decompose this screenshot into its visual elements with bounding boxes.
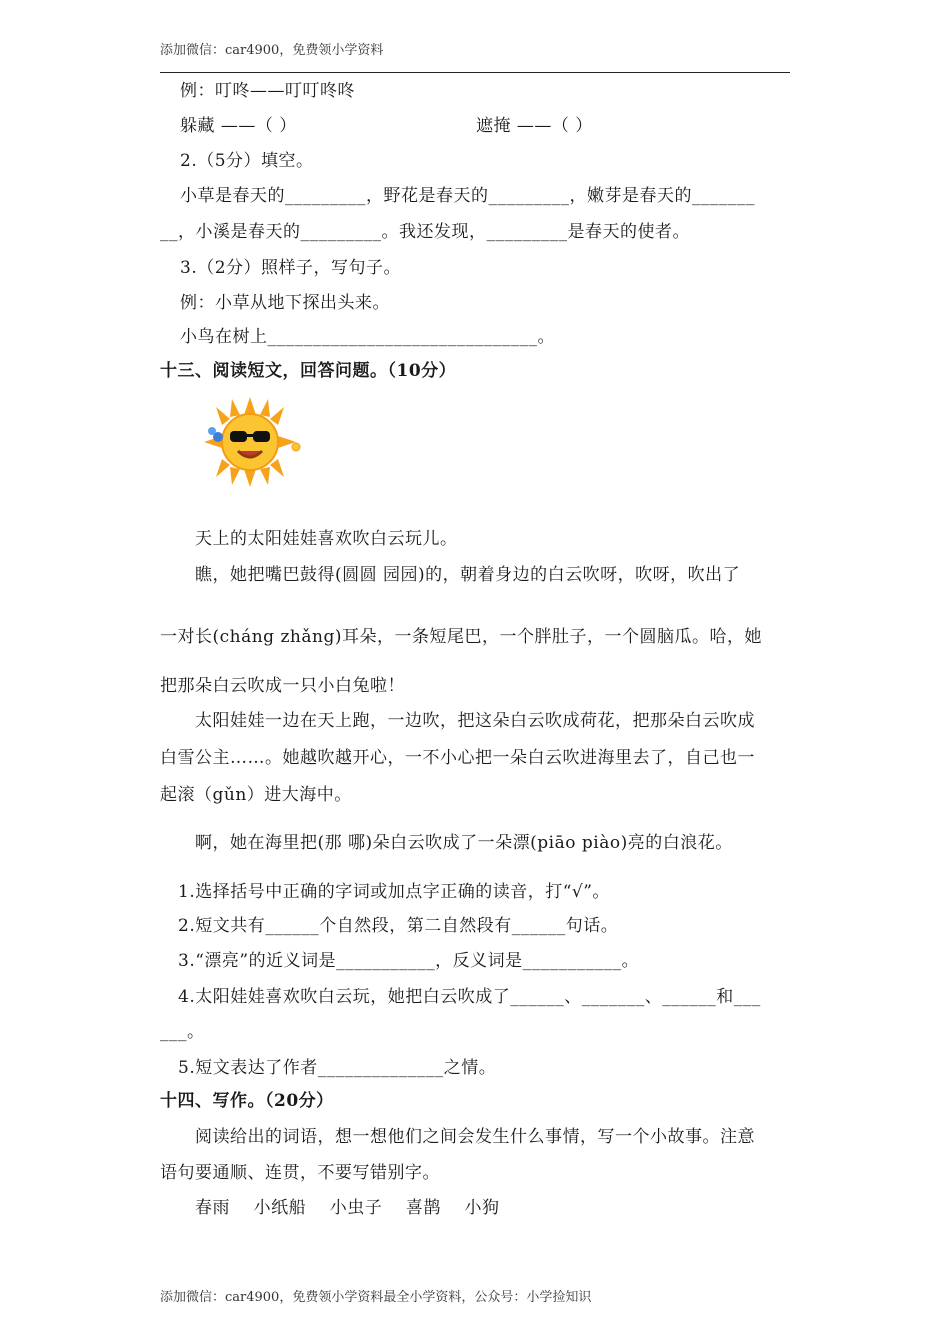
fill-pair-a: 躲藏 ——（ ） [180,116,297,136]
paragraph-2-line-1: 瞧，她把嘴巴鼓得(圆圆 园园)的，朝着身边的白云吹呀，吹呀，吹出了 [195,565,741,585]
fill-pair-b: 遮掩 ——（ ） [476,116,593,136]
question-3-answer-line: 小鸟在树上______________________________。 [180,327,555,347]
reading-question-4-line-2: ___。 [160,1022,205,1042]
writing-keywords: 春雨 小纸船 小虫子 喜鹊 小狗 [195,1198,500,1218]
reading-question-4-line-1: 4.太阳娃娃喜欢吹白云玩，她把白云吹成了______、_______、______和___ [178,987,761,1007]
paragraph-2-line-3: 把那朵白云吹成一只小白兔啦！ [160,676,405,696]
reading-question-5: 5.短文表达了作者______________之情。 [178,1058,497,1078]
question-2-line-2: __，小溪是春天的_________。我还发现，_________是春天的使者。 [160,222,690,242]
section-14-heading: 十四、写作。（20分） [160,1091,334,1111]
reading-question-2: 2.短文共有______个自然段，第二自然段有______句话。 [178,916,619,936]
question-3-example: 例：小草从地下探出头来。 [180,293,390,313]
page-header: 添加微信：car4900，免费领小学资料 [160,43,384,58]
example-line: 例：叮咚——叮叮咚咚 [180,81,355,101]
paragraph-3-line-2: 白雪公主……。她越吹越开心，一不小心把一朵白云吹进海里去了，自己也一 [160,748,755,768]
reading-question-1: 1.选择括号中正确的字词或加点字正确的读音，打“√”。 [178,882,610,902]
question-3-title: 3.（2分）照样子，写句子。 [180,258,402,278]
section-13-heading: 十三、阅读短文，回答问题。（10分） [160,361,457,381]
paragraph-2-line-2: 一对长(cháng zhǎng)耳朵，一条短尾巴，一个胖肚子，一个圆脑瓜。哈，她 [160,627,762,647]
paragraph-3-line-1: 太阳娃娃一边在天上跑，一边吹，把这朵白云吹成荷花，把那朵白云吹成 [195,711,755,731]
header-rule [160,72,790,73]
paragraph-3-line-3: 起滚（gǔn）进大海中。 [160,785,352,805]
question-2-title: 2.（5分）填空。 [180,151,314,171]
reading-question-3: 3.“漂亮”的近义词是___________，反义词是___________。 [178,951,640,971]
writing-prompt-line-2: 语句要通顺、连贯，不要写错别字。 [160,1163,440,1183]
question-2-line-1: 小草是春天的_________，野花是春天的_________，嫩芽是春天的_______ [180,186,755,206]
writing-prompt-line-1: 阅读给出的词语，想一想他们之间会发生什么事情，写一个小故事。注意 [195,1127,755,1147]
sun-with-sunglasses-icon [196,395,304,489]
paragraph-1: 天上的太阳娃娃喜欢吹白云玩儿。 [195,529,458,549]
page-footer: 添加微信：car4900，免费领小学资料最全小学资料，公众号：小学捡知识 [160,1290,592,1305]
paragraph-4: 啊，她在海里把(那 哪)朵白云吹成了一朵漂(piāo piào)亮的白浪花。 [195,833,733,853]
